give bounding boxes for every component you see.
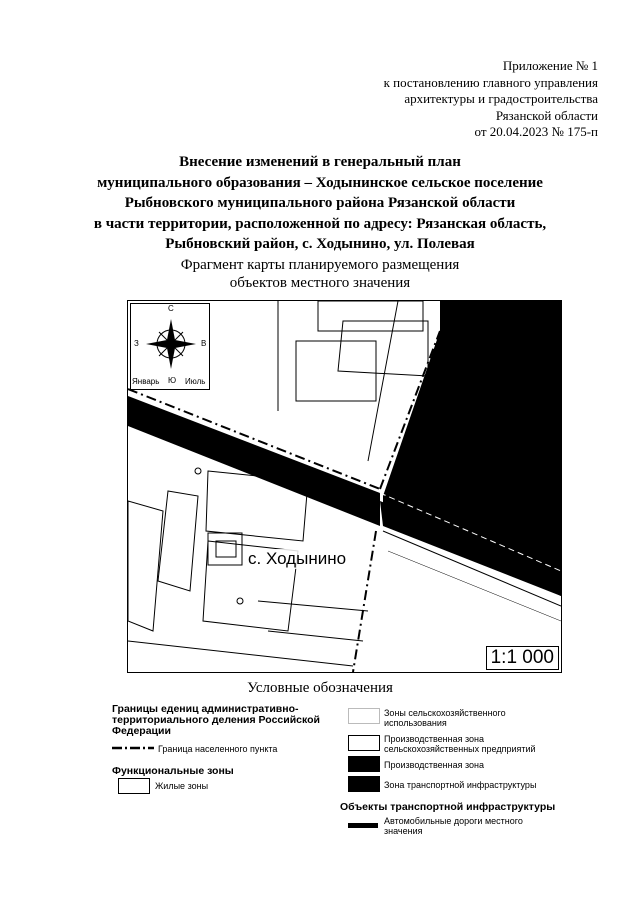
legend-production: Производственная зона — [384, 760, 485, 770]
legend-settlement-boundary: Граница населенного пункта — [158, 744, 278, 754]
compass-rose — [130, 303, 210, 390]
appendix-line-5: от 20.04.2023 № 175-п — [474, 124, 598, 139]
appendix-line-4: Рязанской области — [495, 107, 598, 123]
map-fragment[interactable] — [127, 300, 562, 673]
scale-label: 1:1 000 — [486, 646, 559, 670]
title-line-2: муниципального образования – Ходынинское сельское поселение — [97, 174, 543, 191]
compass-west: З — [134, 339, 139, 348]
appendix-block — [278, 58, 598, 141]
transport-zone-swatch — [348, 776, 380, 792]
agri-production-swatch — [348, 735, 380, 751]
appendix-line-1: Приложение № 1 — [502, 58, 598, 73]
title-line-3: Рыбновского муниципального района Рязанской области — [124, 195, 516, 211]
subtitle-line-2: объектов местного значения — [229, 275, 411, 291]
title-line-4: в части территории, расположенной по адресу: Рязанская область, — [93, 215, 547, 232]
place-label: с. Ходынино — [248, 549, 347, 568]
production-swatch — [348, 756, 380, 772]
legend-local-roads: Автомобильные дороги местного значения — [384, 816, 523, 836]
compass-east: В — [201, 339, 207, 348]
title-line-5: Рыбновский район, с. Ходынино, ул. Полевая — [165, 236, 475, 252]
legend-functional-zones-heading: Функциональные зоны — [112, 765, 234, 777]
compass-south: Ю — [168, 376, 177, 385]
legend-agricultural: Зоны сельскохозяйственного использования — [384, 708, 506, 728]
legend-residential: Жилые зоны — [155, 781, 209, 791]
settlement-boundary-icon — [112, 744, 154, 752]
local-road-swatch — [348, 823, 378, 828]
compass-north: С — [168, 304, 174, 313]
compass-july: Июль — [185, 377, 206, 386]
legend-title: Условные обозначения — [247, 680, 393, 696]
appendix-line-2: к постановлению главного управления — [383, 74, 598, 90]
legend-transport-zone: Зона транспортной инфраструктуры — [384, 780, 537, 790]
agricultural-swatch — [348, 708, 380, 724]
legend-transport-objects-heading: Объекты транспортной инфраструктуры — [340, 801, 556, 813]
document-title — [60, 152, 580, 255]
map-subtitle — [60, 256, 580, 292]
compass-january: Январь — [132, 377, 160, 386]
legend-boundaries-heading: Границы едениц административно-территориального деления Российской Федерации — [112, 703, 320, 737]
title-line-1: Внесение изменений в генеральный план — [179, 154, 461, 170]
subtitle-line-1: Фрагмент карты планируемого размещения — [180, 257, 460, 273]
legend-agri-production: Производственная зона сельскохозяйственных предприятий — [384, 734, 536, 754]
appendix-line-3: архитектуры и градостроительства — [404, 91, 598, 106]
residential-swatch — [118, 778, 150, 794]
